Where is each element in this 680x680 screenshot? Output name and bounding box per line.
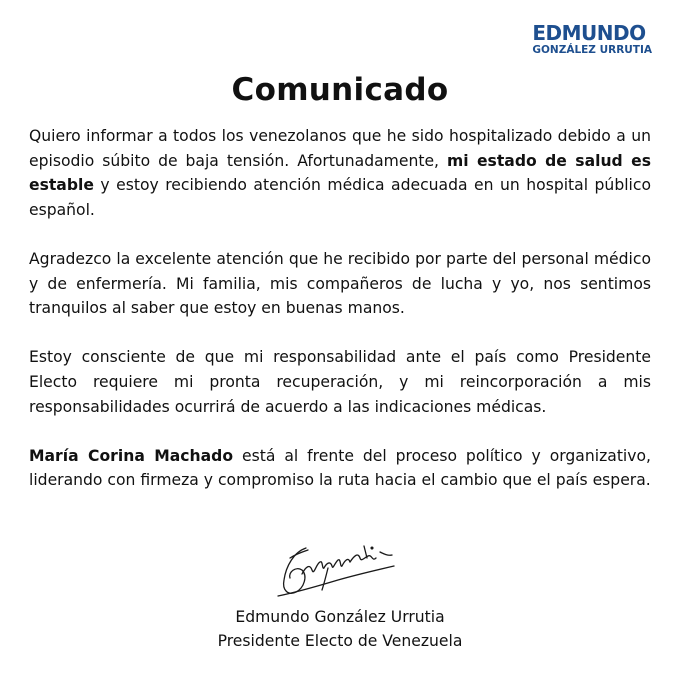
paragraph-text: Agradezco la excelente atención que he recibido por parte del personal médico y de enfermería. Mi familia, mis compañeros de lucha y yo, nos sentimos tranquilos al saber que estoy en buenas manos. (29, 249, 651, 318)
logo-line-surnames: GONZÁLEZ URRUTIA (532, 44, 652, 56)
statement-paragraph (29, 444, 651, 493)
emphasized-text: mi estado de salud es estable (29, 151, 651, 195)
page-title: Comunicado (231, 72, 449, 108)
brand-logo (532, 22, 652, 56)
statement-paragraph (29, 124, 651, 222)
emphasized-text: María Corina Machado (29, 446, 234, 465)
signatory-title: Presidente Electo de Venezuela (217, 632, 463, 650)
logo-line-first-name: EDMUNDO (532, 21, 646, 45)
paragraph-text: y estoy recibiendo atención médica adecuada en un hospital público español. (29, 176, 651, 219)
paragraph-text: está al frente del proceso político y organizativo, liderando con firmeza y compromiso la ruta hacia el cambio que el país espera. (29, 446, 651, 490)
signatory-name: Edmundo González Urrutia (235, 608, 445, 626)
statement-paragraph (29, 345, 651, 419)
statement-body (29, 124, 651, 493)
handwritten-signature (268, 536, 408, 604)
statement-paragraph (29, 247, 651, 321)
paragraph-text: Quiero informar a todos los venezolanos que he sido hospitalizado debido a un episodio súbito de baja tensión. Afortunadamente, (29, 127, 651, 170)
paragraph-text: Estoy consciente de que mi responsabilidad ante el país como Presidente Electo requiere mi pronta recuperación, y mi reincorporación a mis responsabilidades ocurrirá de acuerdo a las indicaciones médicas. (29, 348, 651, 416)
